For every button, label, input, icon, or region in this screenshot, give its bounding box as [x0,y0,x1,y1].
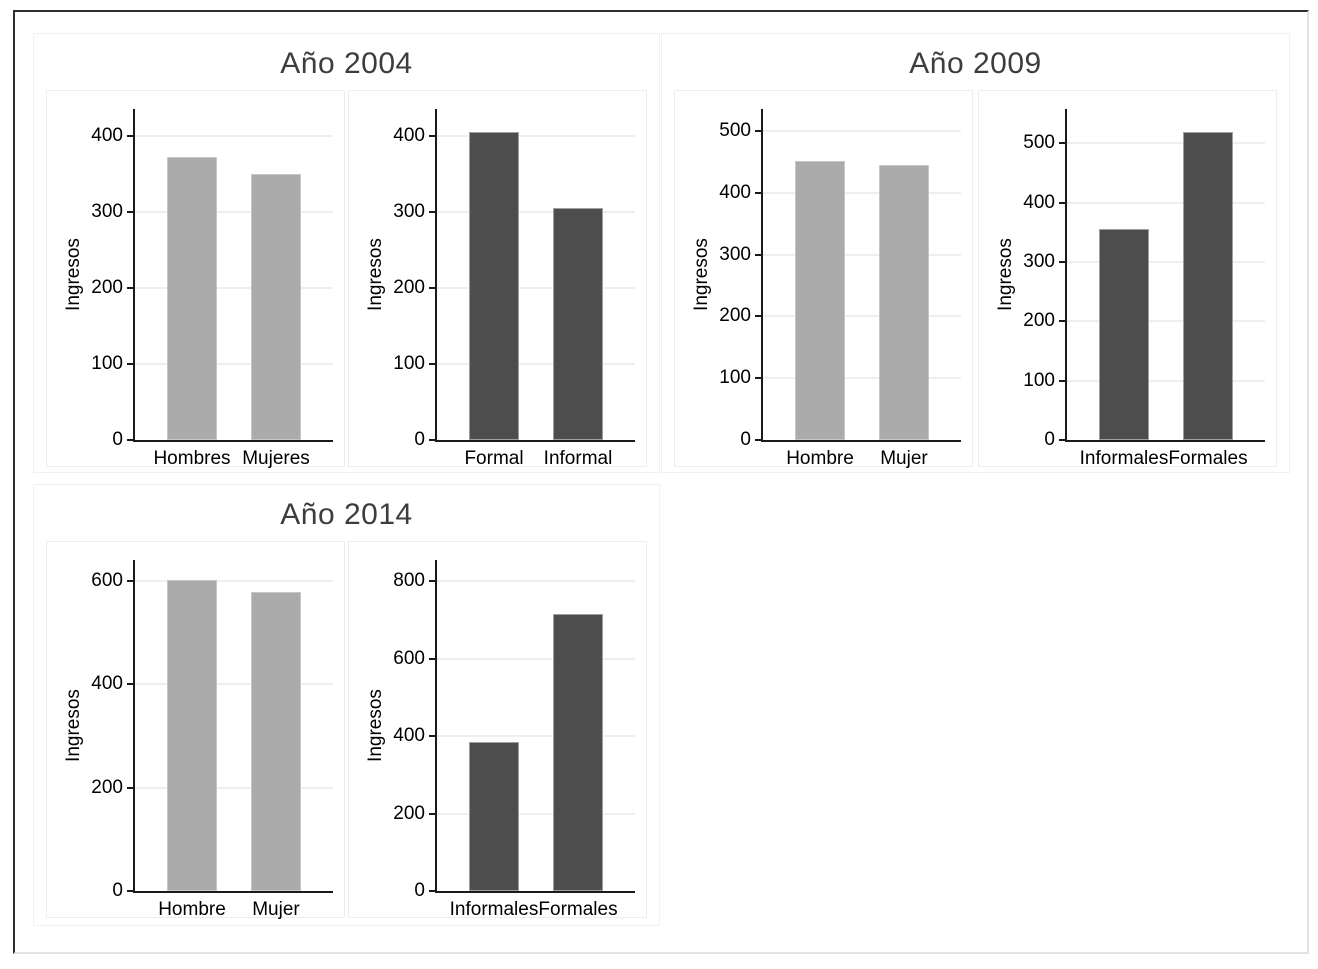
x-category-label: Mujer [252,899,300,920]
bar-informales [1099,229,1149,440]
y-tick-label: 500 [719,120,751,142]
gridline [1067,380,1265,382]
bar-formal [469,132,519,440]
y-tick-label: 400 [1023,191,1055,213]
gridline [1067,202,1265,204]
gridline [437,658,635,660]
y-tick-label: 0 [1044,429,1055,450]
bar-informales [469,742,519,891]
x-category-label: Hombres [153,448,231,469]
bar-formales [1183,132,1233,440]
y-tick-label: 200 [393,802,425,824]
y-axis-title: Ingresos [63,238,84,311]
panel-ano-2004 [33,33,660,473]
y-axis-line [133,560,135,893]
gridline [135,135,333,137]
y-tick-label: 200 [91,776,123,798]
x-category-label: Mujeres [242,448,310,469]
gridline [1067,261,1265,263]
gridline [437,735,635,737]
y-tick-label: 0 [740,429,751,450]
panel-ano-2009 [661,33,1290,473]
gridline [437,363,635,365]
gridline [135,683,333,685]
x-category-label: Formales [538,899,618,920]
y-tick-label: 100 [719,367,751,389]
bar-formales [553,614,603,891]
y-axis-line [761,109,763,442]
y-tick-label: 400 [393,124,425,146]
gridline [135,211,333,213]
y-tick-label: 200 [393,276,425,298]
x-axis-line [1065,440,1265,442]
gridline [1067,320,1265,322]
gridline [437,580,635,582]
gridline [763,377,961,379]
charts-row [674,90,1277,467]
charts-row [46,541,647,918]
x-category-label: Formal [464,448,524,469]
x-axis-line [761,440,961,442]
y-tick-label: 0 [414,429,425,450]
y-tick-label: 0 [414,880,425,901]
gridline [135,363,333,365]
y-tick-label: 0 [112,880,123,901]
gridline [763,315,961,317]
y-tick-label: 300 [393,200,425,222]
gridline [437,135,635,137]
x-axis-line [435,891,635,893]
y-tick-label: 800 [393,570,425,592]
x-axis-line [133,440,333,442]
bar-chart-subplot [978,90,1277,467]
y-axis-title: Ingresos [63,689,84,762]
bar-mujeres [251,174,301,440]
gridline [135,287,333,289]
y-tick-label: 100 [1023,369,1055,391]
bar-mujer [251,592,301,891]
bar-chart-subplot [348,541,647,918]
bar-chart-subplot [348,90,647,467]
bar-informal [553,208,603,440]
x-category-label: Informal [543,448,613,469]
gridline [135,580,333,582]
charts-row [46,90,647,467]
y-tick-label: 400 [91,673,123,695]
bar-chart-subplot [46,90,345,467]
x-category-label: Informales [1079,448,1169,469]
y-tick-label: 200 [91,276,123,298]
bar-chart-subplot [46,541,345,918]
y-tick-label: 600 [393,647,425,669]
outer-frame [13,10,1309,954]
x-category-label: Informales [449,899,539,920]
y-tick-label: 200 [719,305,751,327]
gridline [437,211,635,213]
y-axis-line [133,109,135,442]
y-tick-label: 400 [719,181,751,203]
y-tick-label: 100 [393,352,425,374]
panel-ano-2014 [33,484,660,926]
y-axis-line [435,109,437,442]
panel-title: Año 2004 [280,47,413,80]
panel-title: Año 2014 [280,498,413,531]
gridline [763,254,961,256]
x-category-label: Hombre [786,448,854,469]
y-tick-label: 300 [91,200,123,222]
y-axis-line [435,560,437,893]
x-axis-line [133,891,333,893]
y-tick-label: 200 [1023,310,1055,332]
gridline [437,813,635,815]
y-tick-label: 500 [1023,132,1055,154]
gridline [135,787,333,789]
y-axis-title: Ingresos [995,238,1016,311]
y-axis-title: Ingresos [691,238,712,311]
y-tick-label: 300 [1023,251,1055,273]
gridline [437,287,635,289]
y-tick-label: 600 [91,569,123,591]
x-category-label: Formales [1168,448,1248,469]
y-tick-label: 100 [91,352,123,374]
gridline [763,192,961,194]
y-tick-label: 0 [112,429,123,450]
y-tick-label: 400 [393,725,425,747]
x-axis-line [435,440,635,442]
y-tick-label: 400 [91,124,123,146]
x-category-label: Mujer [880,448,928,469]
bar-hombre [795,161,845,440]
y-axis-title: Ingresos [365,689,386,762]
bar-hombre [167,580,217,891]
bar-mujer [879,165,929,440]
gridline [763,130,961,132]
y-axis-title: Ingresos [365,238,386,311]
y-tick-label: 300 [719,243,751,265]
x-category-label: Hombre [158,899,226,920]
y-axis-line [1065,109,1067,442]
gridline [1067,142,1265,144]
bar-chart-subplot [674,90,973,467]
bar-hombres [167,157,217,440]
panel-title: Año 2009 [909,47,1042,80]
